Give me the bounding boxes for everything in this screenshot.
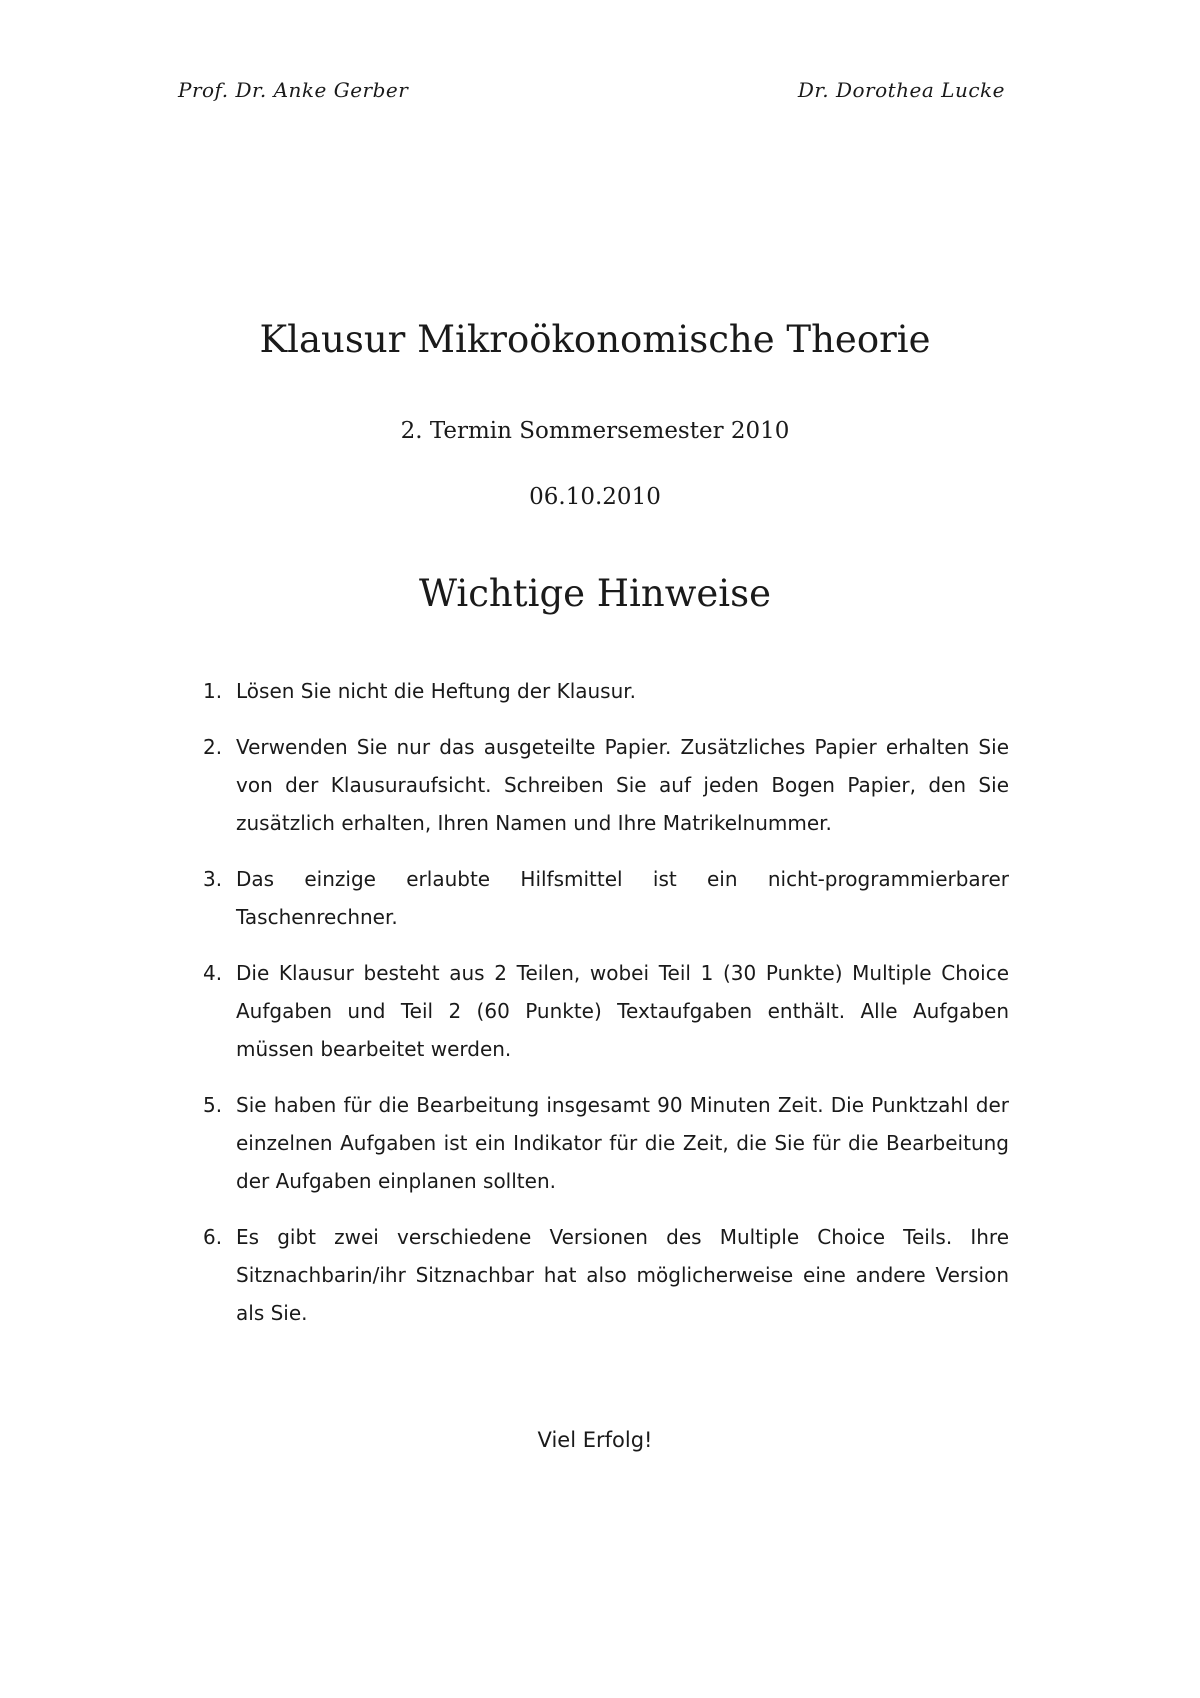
page-title: Klausur Mikroökonomische Theorie [259, 318, 931, 361]
list-item-text: Die Klausur besteht aus 2 Teilen, wobei Teil 1 (30 Punkte) Multiple Choice Aufgaben und Teil 2 (60 Punkte) Textaufgaben enthält. Alle Aufgaben müssen bearbeitet werden. [236, 961, 1009, 1061]
closing-remark: Viel Erfolg! [537, 1428, 653, 1452]
list-item-number: 6. [203, 1225, 223, 1249]
exam-term: 2. Termin Sommersemester 2010 [400, 418, 790, 444]
list-item [203, 954, 1009, 1068]
list-item-number: 2. [203, 735, 223, 759]
header-right-author: Dr. Dorothea Lucke [797, 78, 1005, 102]
section-heading: Wichtige Hinweise [418, 572, 772, 615]
list-item [203, 728, 1009, 842]
list-item-number: 4. [203, 961, 223, 985]
list-item [203, 1218, 1009, 1332]
list-item-text: Sie haben für die Bearbeitung insgesamt 90 Minuten Zeit. Die Punktzahl der einzelnen Aufgaben ist ein Indikator für die Zeit, die Sie für die Bearbeitung der Aufgaben einplanen sollten. [236, 1093, 1009, 1193]
list-item-number: 5. [203, 1093, 223, 1117]
list-item [203, 1086, 1009, 1200]
list-item [203, 672, 1009, 710]
list-item-text: Das einzige erlaubte Hilfsmittel ist ein nicht-programmierbarer Taschenrechner. [236, 867, 1009, 929]
instructions-list [203, 672, 1009, 1350]
list-item-text: Lösen Sie nicht die Heftung der Klausur. [236, 679, 637, 703]
list-item-text: Es gibt zwei verschiedene Versionen des Multiple Choice Teils. Ihre Sitznachbarin/ihr Sitznachbar hat also möglicherweise eine andere Version als Sie. [236, 1225, 1009, 1325]
header-left-author: Prof. Dr. Anke Gerber [178, 78, 409, 102]
list-item-number: 1. [203, 679, 223, 703]
list-item [203, 860, 1009, 936]
list-item-text: Verwenden Sie nur das ausgeteilte Papier. Zusätzliches Papier erhalten Sie von der Klausuraufsicht. Schreiben Sie auf jeden Bogen Papier, den Sie zusätzlich erhalten, Ihren Namen und Ihre Matrikelnummer. [236, 735, 1009, 835]
exam-date: 06.10.2010 [529, 484, 661, 510]
list-item-number: 3. [203, 867, 223, 891]
